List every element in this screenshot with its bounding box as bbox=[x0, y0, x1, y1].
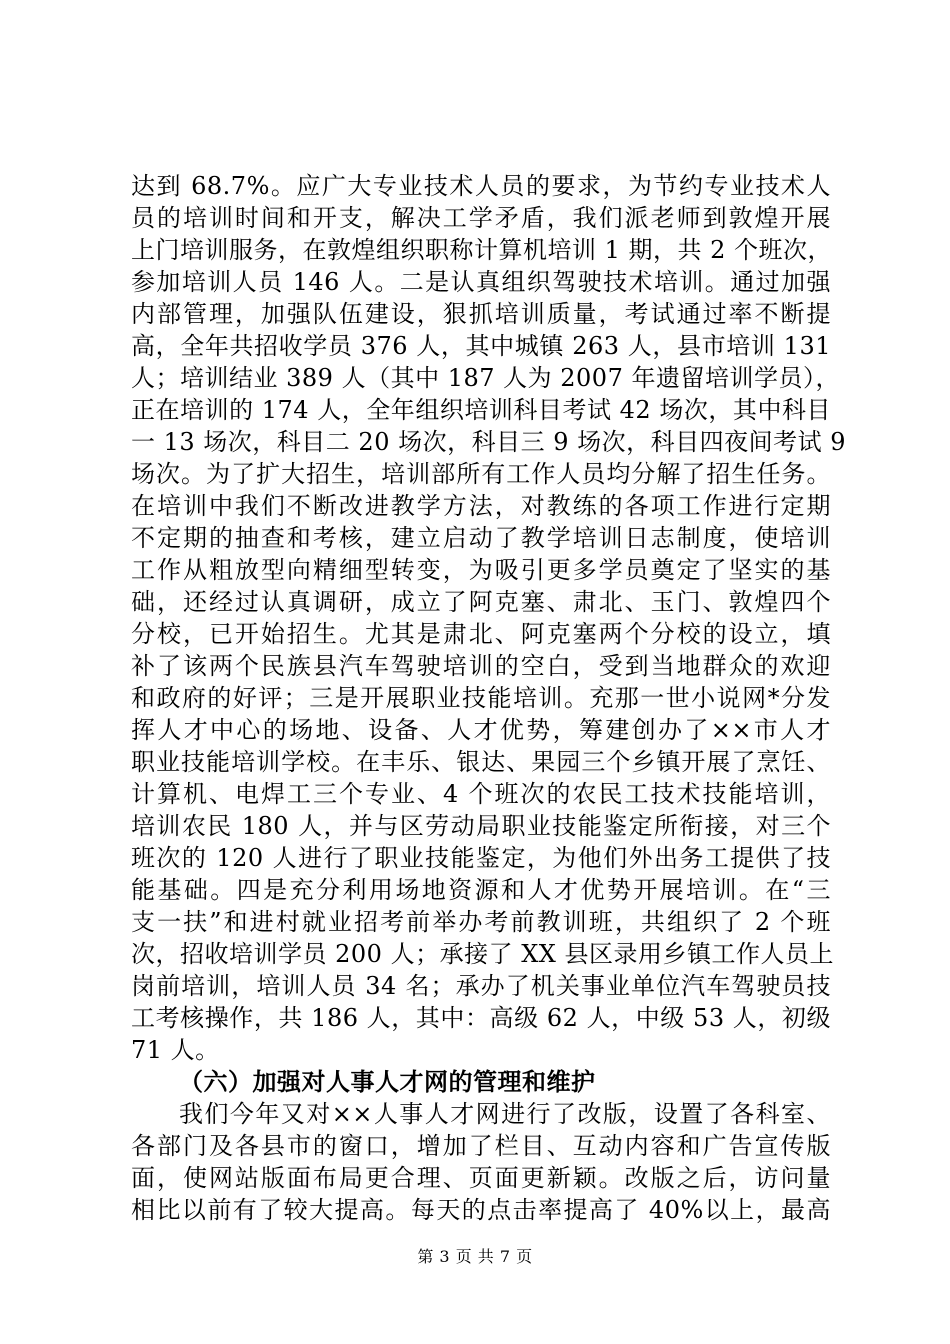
text-line: 工考核操作，共 186 人，其中：高级 62 人，中级 53 人，初级 bbox=[131, 1004, 831, 1032]
text-line: 计算机、电焊工三个专业、4 个班次的农民工技术技能培训， bbox=[131, 780, 831, 808]
text-line: 面，使网站版面布局更合理、页面更新颖。改版之后，访问量 bbox=[131, 1164, 831, 1192]
text-line: 工作从粗放型向精细型转变，为吸引更多学员奠定了坚实的基 bbox=[131, 556, 831, 584]
text-line: 班次的 120 人进行了职业技能鉴定，为他们外出务工提供了技 bbox=[131, 844, 831, 872]
text-line: 培训农民 180 人，并与区劳动局职业技能鉴定所衔接，对三个 bbox=[131, 812, 831, 840]
document-body bbox=[131, 170, 847, 1226]
text-line: 不定期的抽查和考核，建立启动了教学培训日志制度，使培训 bbox=[131, 524, 831, 552]
text-line: 相比以前有了较大提高。每天的点击率提高了 40%以上，最高 bbox=[131, 1196, 831, 1224]
text-line: 能基础。四是充分利用场地资源和人才优势开展培训。在“三 bbox=[131, 876, 831, 904]
text-line: 上门培训服务，在敦煌组织职称计算机培训 1 期，共 2 个班次， bbox=[131, 236, 833, 264]
text-line: 场次。为了扩大招生，培训部所有工作人员均分解了招生任务。 bbox=[131, 460, 831, 488]
text-line: 在培训中我们不断改进教学方法，对教练的各项工作进行定期 bbox=[131, 492, 831, 520]
text-line: 和政府的好评；三是开展职业技能培训。充那一世小说网*分发 bbox=[131, 684, 831, 712]
text-line: 补了该两个民族县汽车驾驶培训的空白，受到当地群众的欢迎 bbox=[131, 652, 831, 680]
text-line: 次，招收培训学员 200 人；承接了 XX 县区录用乡镇工作人员上 bbox=[131, 940, 834, 968]
paragraph-website bbox=[131, 1098, 831, 1226]
text-line: 支一扶”和进村就业招考前举办考前教训班，共组织了 2 个班 bbox=[131, 908, 831, 936]
text-line: 高，全年共招收学员 376 人，其中城镇 263 人，县市培训 131 bbox=[131, 332, 831, 360]
text-line: 挥人才中心的场地、设备、人才优势，筹建创办了××市人才 bbox=[131, 716, 831, 744]
page-footer: 第 3 页 共 7 页 bbox=[417, 1247, 533, 1266]
text-line: 达到 68.7%。应广大专业技术人员的要求，为节约专业技术人 bbox=[131, 172, 831, 200]
text-line: 职业技能培训学校。在丰乐、银达、果园三个乡镇开展了烹饪、 bbox=[131, 748, 831, 776]
text-line: 各部门及各县市的窗口，增加了栏目、互动内容和广告宣传版 bbox=[131, 1132, 831, 1160]
section-heading: （六）加强对人事人才网的管理和维护 bbox=[179, 1068, 596, 1096]
paragraph-training bbox=[131, 170, 847, 1066]
text-line: 一 13 场次，科目二 20 场次，科目三 9 场次，科目四夜间考试 9 bbox=[131, 428, 847, 456]
text-line: 我们今年又对××人事人才网进行了改版，设置了各科室、 bbox=[179, 1100, 831, 1128]
text-line: 71 人。 bbox=[131, 1036, 220, 1064]
text-line: 础，还经过认真调研，成立了阿克塞、肃北、玉门、敦煌四个 bbox=[131, 588, 831, 616]
text-line: 正在培训的 174 人，全年组织培训科目考试 42 场次，其中科目 bbox=[131, 396, 831, 424]
text-line: 分校，已开始招生。尤其是肃北、阿克塞两个分校的设立，填 bbox=[131, 620, 831, 648]
text-line: 员的培训时间和开支，解决工学矛盾，我们派老师到敦煌开展 bbox=[131, 204, 831, 232]
text-line: 岗前培训，培训人员 34 名；承办了机关事业单位汽车驾驶员技 bbox=[131, 972, 831, 1000]
text-line: 内部管理，加强队伍建设，狠抓培训质量，考试通过率不断提 bbox=[131, 300, 831, 328]
text-line: 参加培训人员 146 人。二是认真组织驾驶技术培训。通过加强 bbox=[131, 268, 831, 296]
text-line: 人；培训结业 389 人（其中 187 人为 2007 年遗留培训学员）， bbox=[131, 364, 840, 392]
